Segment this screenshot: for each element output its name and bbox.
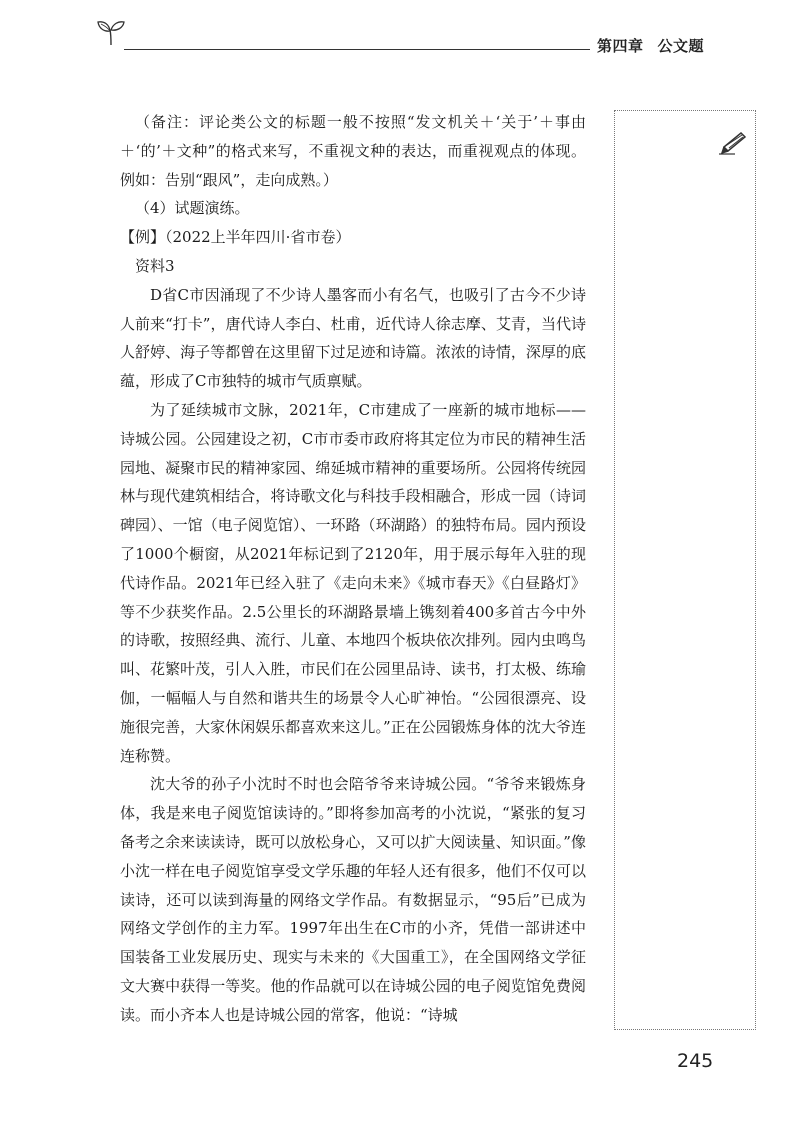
sprout-icon (96, 18, 126, 46)
body-paragraph: 沈大爷的孙子小沈时不时也会陪爷爷来诗城公园。“爷爷来锻炼身体，我是来电子阅览馆读诗的。”即将参加高考的小沈说，“紧张的复习备考之余来读读诗，既可以放松身心，又可以扩大阅读量、知识面。”像小沈一样在电子阅览馆享受文学乐趣的年轻人还有很多，他们不仅可以读诗，还可以读到海量的网络文学作品。有数据显示，“95后”已成为网络文学创作的主力军。1997年出生在C市的小齐，凭借一部讲述中国装备工业发展历史、现实与未来的《大国重工》，在全国网络文学征文大赛中获得一等奖。他的作品就可以在诗城公园的电子阅览馆免费阅读。而小齐本人也是诗城公园的常客，他说：“诗城 (120, 775, 586, 1024)
material-label: 资料3 (135, 256, 175, 275)
remark-paragraph: （备注：评论类公文的标题一般不按照“发文机关＋‘关于’＋事由＋‘的’＋文种”的格式来写，不重视文种的表达，而重视观点的体现。例如：告别“跟风”，走向成熟。） (120, 113, 586, 189)
body-paragraph: 为了延续城市文脉，2021年，C市建成了一座新的城市地标——诗城公园。公园建设之初，C市市委市政府将其定位为市民的精神生活园地、凝聚市民的精神家园、绵延城市精神的重要场所。公园将传统园林与现代建筑相结合，将诗歌文化与科技手段相融合，形成一园（诗词碑园）、一馆（电子阅览馆）、一环路（环湖路）的独特布局。园内预设了1000个橱窗，从2021年标记到了2120年，用于展示每年入驻的现代诗作品。2021年已经入驻了《走向未来》《城市春天》《白昼路灯》等不少获奖作品。2.5公里长的环湖路景墙上镌刻着400多首古今中外的诗歌，按照经典、流行、儿童、本地四个板块依次排列。园内虫鸣鸟叫、花繁叶茂，引人入胜，市民们在公园里品诗、读书，打太极、练瑜伽，一幅幅人与自然和谐共生的场景令人心旷神怡。“公园很漂亮、设施很完善，大家休闲娱乐都喜欢来这儿。”正在公园锻炼身体的沈大爷连连称赞。 (120, 400, 586, 765)
header-rule (124, 49, 590, 50)
main-text (120, 108, 586, 1030)
body-paragraph: D省C市因涌现了不少诗人墨客而小有名气，也吸引了古今不少诗人前来“打卡”，唐代诗人李白、杜甫，近代诗人徐志摩、艾青，当代诗人舒婷、海子等都曾在这里留下过足迹和诗篇。浓浓的诗情，深厚的底蕴，形成了C市独特的城市气质禀赋。 (120, 285, 586, 391)
practice-heading: （4）试题演练。 (135, 199, 250, 218)
margin-notes-box (614, 110, 756, 1030)
section-label: 公文题 (657, 37, 705, 55)
page-number: 245 (677, 1050, 714, 1072)
chapter-label: 第四章 (597, 37, 644, 55)
pen-icon (717, 128, 749, 156)
running-header (597, 35, 704, 56)
example-heading: 【例】（2022上半年四川·省市卷） (120, 228, 351, 247)
